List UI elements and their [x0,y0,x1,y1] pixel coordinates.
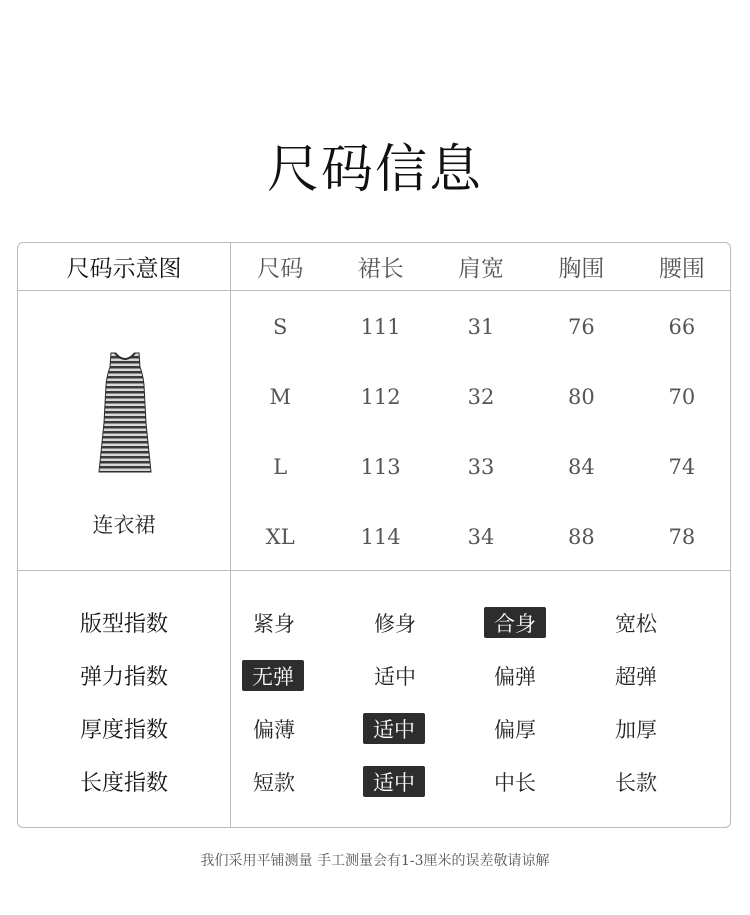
cell-shoulder: 31 [467,315,495,339]
cell-length: 112 [360,385,401,409]
col-shoulder: 肩宽 [458,256,505,282]
elasticity-index-label: 弹力指数 [79,664,168,690]
cell-shoulder: 33 [467,455,495,479]
elasticity-index-options [230,657,732,693]
option: 中长 [494,770,536,795]
table-row [230,307,732,347]
cell-size: L [273,455,288,479]
product-diagram [18,291,230,570]
option: 紧身 [253,611,295,636]
table-row [230,447,732,487]
cell-waist: 74 [668,455,696,479]
striped-tank-dress-icon [98,351,152,475]
cell-length: 114 [360,525,401,549]
column-headers [230,243,732,290]
option: 适中 [374,664,416,689]
option: 加厚 [615,717,657,742]
option: 偏薄 [253,717,295,742]
cell-size: S [273,315,288,339]
diagram-header: 尺码示意图 [66,256,182,282]
length-index-options [230,763,732,799]
size-table [17,242,731,828]
option: 宽松 [615,611,657,636]
table-row [230,517,732,557]
cell-length: 113 [360,455,401,479]
length-index-label: 长度指数 [79,770,168,796]
option: 长款 [615,770,657,795]
cell-chest: 76 [568,315,595,339]
cell-size: XL [265,525,295,549]
fit-index-options [230,604,732,640]
thickness-index-label: 厚度指数 [79,717,168,743]
cell-length: 111 [360,315,401,339]
option: 超弹 [615,664,657,689]
col-chest: 胸围 [558,256,605,282]
fit-index-label: 版型指数 [79,611,168,637]
cell-waist: 78 [668,525,696,549]
selected-option: 无弹 [242,660,304,691]
col-size: 尺码 [257,256,304,282]
product-label: 连衣裙 [92,513,156,537]
table-row [230,377,732,417]
option: 偏弹 [494,664,536,689]
cell-chest: 84 [568,455,595,479]
cell-waist: 66 [668,315,696,339]
cell-shoulder: 32 [467,385,495,409]
measurement-note: 我们采用平铺测量 手工测量会有1-3厘米的误差敬请谅解 [200,853,550,869]
option: 偏厚 [494,717,536,742]
cell-chest: 80 [568,385,595,409]
section-divider [18,570,730,571]
page-title: 尺码信息 [266,140,483,200]
thickness-index-options [230,710,732,746]
selected-option: 适中 [363,766,425,797]
option: 短款 [253,770,295,795]
selected-option: 合身 [484,607,546,638]
cell-size: M [269,385,291,409]
option: 修身 [374,611,416,636]
cell-shoulder: 34 [467,525,495,549]
cell-waist: 70 [668,385,696,409]
selected-option: 适中 [363,713,425,744]
size-rows [230,291,732,570]
cell-chest: 88 [568,525,595,549]
col-waist: 腰围 [658,256,705,282]
col-length: 裙长 [357,256,404,282]
